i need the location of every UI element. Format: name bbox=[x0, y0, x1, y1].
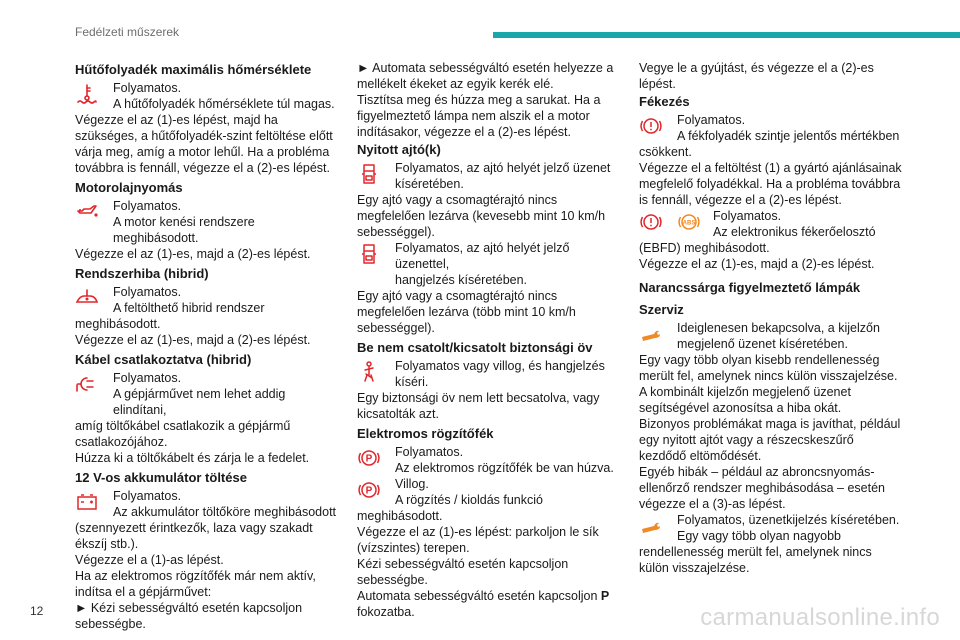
section-braking: Fékezés Folyamatos. A fékfolyadék szintje jelentős mértékben csökkent. Végezze el a feltöltést (1) a gyártó ajánlásainak megfelelő folyadékkal. Ha a probléma továbbra is fennáll, végezze el a (2)-es lépést. ABS Folyamatos. Az elektronikus fékerőelosztó (EBFD) meghibásodott. Végezze el az (1)-es, majd a (2)-es lépést. bbox=[639, 94, 902, 271]
section-title: Be nem csatolt/kicsatolt biztonsági öv bbox=[357, 340, 593, 355]
section-hybrid-fault: Rendszerhiba (hibrid) Folyamatos. A feltölthető hibrid rendszer meghibásodott. Végezze el az (1)-es, majd a (2)-es lépést. bbox=[75, 266, 339, 348]
section-body-last: Automata sebességváltó esetén kapcsoljon P fokozatba. bbox=[357, 589, 610, 619]
parking-brake-icon bbox=[357, 478, 381, 502]
section-service: Szerviz Ideiglenesen bekapcsolva, a kijelzőn megjelenő üzenet kíséretében. Egy vagy több olyan kisebb rendellenesség merült fel, amelynek nincs külön visszajelzése. A kombinált kijelzőn megjelenő üzenet segítségével azonosítsa a hiba okát. Bizonyos problémákat maga is javíthat, például egy nyitott ajtót vagy a részecskeszűrő kezdődő eltömődését. Egyéb hibák – például az abroncsnyomás-ellenőrző rendszer meghibásodása – esetén végezze el a (3)-as lépést. Folyamatos, üzenetkijelzés kíséretében. Egy vagy több olyan nagyobb rendellenesség merült fel, amelynek nincs külön visszajelzése. bbox=[639, 302, 903, 576]
section-parking-brake: Elektromos rögzítőfék P Folyamatos. Az elektromos rögzítőfék be van húzva. P Villog. A rögzítés / kioldás funkció meghibásodott. Végezze el az (1)-es lépést: parkoljon le sík (vízszintes) terepen. Kézi sebességváltó esetén kapcsoljon sebességbe. Automata sebességváltó esetén kapcsoljon P fokozatba. bbox=[357, 426, 621, 620]
section-charging-cable: Kábel csatlakoztatva (hibrid) Folyamatos. A gépjárművet nem lehet addig elindítani, amíg töltőkábel csatlakozik a gépjármű csatlakozójához. Húzza ki a töltőkábelt és zárja le a fedelet. bbox=[75, 352, 339, 466]
section-title: Kábel csatlakoztatva (hibrid) bbox=[75, 352, 252, 367]
section-body: Egy ajtó vagy a csomagtérajtó nincs megfelelően lezárva (több mint 10 km/h sebességgel). bbox=[357, 289, 576, 335]
brake-warning-icon bbox=[639, 210, 663, 234]
section-oil-pressure: Motorolajnyomás Folyamatos. A motor kenési rendszere meghibásodott. Végezze el az (1)-es, majd a (2)-es lépést. bbox=[75, 180, 339, 262]
brake-warning-icon bbox=[639, 114, 663, 138]
section-body: Egy biztonsági öv nem lett becsatolva, vagy kicsatolták azt. bbox=[357, 391, 600, 421]
section-seatbelt: Be nem csatolt/kicsatolt biztonsági öv Folyamatos vagy villog, és hangjelzés kíséri. Egy biztonsági öv nem lett becsatolva, vagy kicsatolták azt. bbox=[357, 340, 621, 422]
section-title: 12 V-os akkumulátor töltése bbox=[75, 470, 247, 485]
section-door-open: Nyitott ajtó(k) Folyamatos, az ajtó helyét jelző üzenet kíséretében. Egy ajtó vagy a csomagtérajtó nincs megfelelően lezárva (kevesebb mint 10 km/h sebességgel). Folyamatos, az ajtó helyét jelző üzenettel, hangjelzés kíséretében. Egy ajtó vagy a csomagtérajtó nincs megfelelően lezárva (több mint 10 km/h sebességgel). bbox=[357, 142, 621, 336]
door-open-icon bbox=[357, 162, 381, 186]
section-title: Szerviz bbox=[639, 302, 684, 317]
section-title: Rendszerhiba (hibrid) bbox=[75, 266, 209, 281]
section-title: Hűtőfolyadék maximális hőmérséklete bbox=[75, 62, 312, 77]
service-wrench-icon bbox=[639, 322, 663, 346]
section-title: Elektromos rögzítőfék bbox=[357, 426, 494, 441]
column-3 bbox=[639, 60, 903, 580]
page-number: 12 bbox=[30, 604, 44, 618]
column-1 bbox=[75, 60, 339, 636]
parking-brake-icon bbox=[357, 446, 381, 470]
section-body: (EBFD) meghibásodott. Végezze el az (1)-es, majd a (2)-es lépést. bbox=[639, 241, 875, 271]
seatbelt-icon bbox=[357, 360, 381, 384]
service-wrench-icon bbox=[639, 514, 663, 538]
section-body: meghibásodott. Végezze el az (1)-es lépést: parkoljon le sík (vízszintes) terepen. Kézi sebességváltó esetén kapcsoljon sebességbe. bbox=[357, 509, 599, 587]
section-body: rendellenesség merült fel, amelynek nincs külön visszajelzése. bbox=[639, 545, 872, 575]
section-body: Egy vagy több olyan kisebb rendellenesség merült fel, amelynek nincs külön visszajelzése. A kombinált kijelzőn megjelenő üzenet segítségével azonosítsa a hiba okát. Bizonyos problémákat maga is javíthat, például egy nyitott ajtót vagy a részecskeszűrő kezdődő eltömődését. Egyéb hibák – például az abroncsnyomás-ellenőrző rendszer meghibásodása – esetén végezze el a (3)-as lépést. bbox=[639, 353, 901, 511]
running-header: Fedélzeti műszerek bbox=[75, 25, 180, 39]
door-open-icon bbox=[357, 242, 381, 266]
section-coolant-temperature: Hűtőfolyadék maximális hőmérséklete Folyamatos. A hűtőfolyadék hőmérséklete túl magas. Végezze el az (1)-es lépést, majd ha szükséges, a hűtőfolyadék-szint feltöltése előtt várja meg, amíg a motor lehűl. Ha a probléma továbbra is fennáll, végezze el a (2)-es lépést. bbox=[75, 62, 339, 176]
section-body: Egy ajtó vagy a csomagtérajtó nincs megfelelően lezárva (kevesebb mint 10 km/h sebességgel). bbox=[357, 193, 606, 239]
charging-cable-icon bbox=[75, 372, 99, 396]
section-body: Végezze el az (1)-es lépést, majd ha szükséges, a hűtőfolyadék-szint feltöltése előtt várja meg, amíg a motor lehűl. Ha a probléma továbbra is fennáll, végezze el a (2)-es lépést. bbox=[75, 113, 333, 175]
section-body: meghibásodott. Végezze el az (1)-es, majd a (2)-es lépést. bbox=[75, 317, 311, 347]
battery-charge-icon bbox=[75, 490, 99, 514]
watermark: carmanualsonline.info bbox=[700, 604, 940, 631]
svg-text:P: P bbox=[365, 485, 373, 497]
svg-text:ABS: ABS bbox=[682, 220, 696, 227]
column-2 bbox=[357, 60, 621, 624]
section-title: Motorolajnyomás bbox=[75, 180, 183, 195]
svg-text:P: P bbox=[365, 453, 373, 465]
header-accent-bar bbox=[493, 32, 960, 38]
hybrid-system-fault-icon bbox=[75, 286, 99, 310]
section-body: amíg töltőkábel csatlakozik a gépjármű csatlakozójához. Húzza ki a töltőkábelt és zárja le a fedelet. bbox=[75, 419, 310, 465]
subsection-heading: Narancssárga figyelmeztető lámpák bbox=[639, 280, 861, 295]
section-body: (szennyezett érintkezők, laza vagy szakadt ékszíj stb.). Végezze el a (1)-as lépést. Ha az elektromos rögzítőfék már nem aktív, indítsa el a gépjárművet: ► Kézi sebességváltó esetén kapcsoljon sebességbe. bbox=[75, 521, 316, 631]
section-battery-charge: 12 V-os akkumulátor töltése Folyamatos. Az akkumulátor töltőköre meghibásodott (szennyezett érintkezők, laza vagy szakadt ékszíj stb.). Végezze el a (1)-as lépést. Ha az elektromos rögzítőfék már nem aktív, indítsa el a gépjárművet: ► Kézi sebességváltó esetén kapcsoljon sebességbe. bbox=[75, 470, 339, 632]
section-title: Nyitott ajtó(k) bbox=[357, 142, 441, 157]
coolant-temperature-icon bbox=[75, 82, 99, 106]
section-title: Fékezés bbox=[639, 94, 690, 109]
intro-paragraph: ► Automata sebességváltó esetén helyezze a mellékelt ékeket az egyik kerék elé. Tisztítsa meg és húzza meg a sarukat. Ha a figyelmeztető lámpa nem alszik el a motor indításakor, végezze el a (2)-es lépést. bbox=[357, 61, 614, 139]
intro-paragraph: Vegye le a gyújtást, és végezze el a (2)-es lépést. bbox=[639, 61, 874, 91]
abs-icon bbox=[677, 210, 701, 234]
section-body: csökkent. Végezze el a feltöltést (1) a gyártó ajánlásainak megfelelő folyadékkal. Ha a probléma továbbra is fennáll, végezze el a (2)-es lépést. bbox=[639, 145, 902, 207]
oil-pressure-icon bbox=[75, 200, 99, 224]
section-body: Végezze el az (1)-es, majd a (2)-es lépést. bbox=[75, 247, 311, 261]
